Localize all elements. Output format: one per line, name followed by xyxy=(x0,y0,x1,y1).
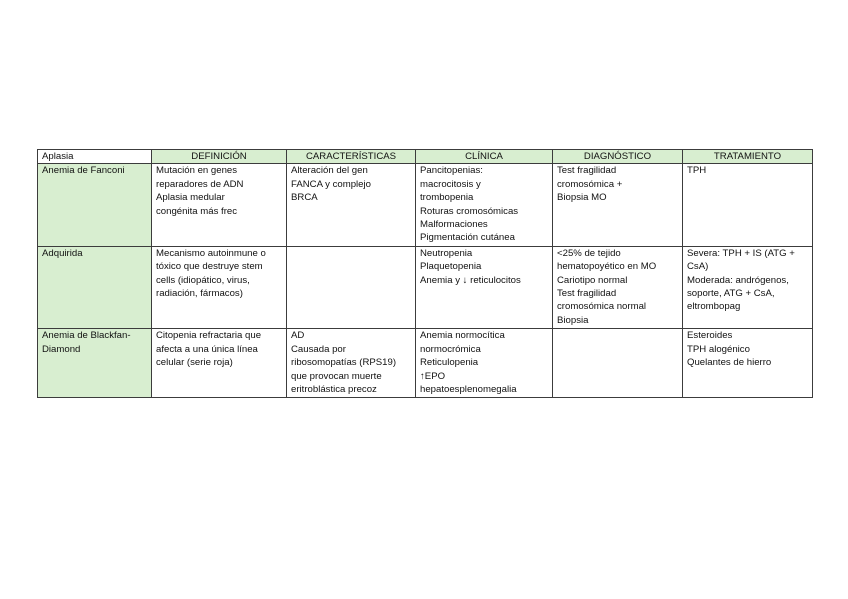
cell-text-line: FANCA y complejo xyxy=(291,178,371,190)
cell-text-line: Test fragilidad xyxy=(557,288,617,300)
row-header-cell xyxy=(38,246,152,328)
diagnostico-cell xyxy=(553,164,683,246)
diagnostico-cell xyxy=(553,246,683,328)
definicion-cell xyxy=(152,246,287,328)
table-row xyxy=(38,246,813,328)
cell-text-line: Roturas cromosómicas xyxy=(420,205,519,217)
diagnostico-cell xyxy=(553,329,683,398)
cell-text-line: Anemia y ↓ reticulocitos xyxy=(420,274,521,286)
cell-text-line: Pigmentación cutánea xyxy=(420,232,515,244)
column-header: CARACTERÍSTICAS xyxy=(287,150,416,164)
cell-text-line: Severa: TPH + IS (ATG + xyxy=(687,247,795,259)
cell-text-line: Anemia de Blackfan- xyxy=(42,330,131,342)
clinica-cell xyxy=(416,329,553,398)
cell-text-line: hematopoyético en MO xyxy=(557,261,657,273)
caracteristicas-cell xyxy=(287,246,416,328)
cell-text-line: cromosómica normal xyxy=(557,301,647,313)
clinica-cell xyxy=(416,164,553,246)
row-header-cell xyxy=(38,164,152,246)
cell-text-line: trombopenia xyxy=(420,192,474,204)
cell-text-line: radiación, fármacos) xyxy=(156,288,243,300)
table-row xyxy=(38,164,813,246)
cell-text-line: <25% de tejido xyxy=(557,247,621,259)
cell-text-line: Quelantes de hierro xyxy=(687,357,772,369)
cell-text-line: soporte, ATG + CsA, xyxy=(687,288,775,300)
cell-text-line: Reticulopenia xyxy=(420,357,479,369)
cell-text-line: congénita más frec xyxy=(156,205,238,217)
cell-text-line: ribosomopatías (RPS19) xyxy=(291,357,397,369)
cell-text-line: AD xyxy=(291,330,305,342)
cell-text-line: eltrombopag xyxy=(687,301,741,313)
cell-text-line: Mecanismo autoinmune o xyxy=(156,247,266,259)
cell-text-line: Test fragilidad xyxy=(557,165,617,177)
column-header: DIAGNÓSTICO xyxy=(553,150,683,164)
cell-text-line: BRCA xyxy=(291,192,318,204)
cell-text-line: Cariotipo normal xyxy=(557,274,628,286)
cell-text-line: Mutación en genes xyxy=(156,165,238,177)
cell-text-line: tóxico que destruye stem xyxy=(156,261,263,273)
cell-text-line: Malformaciones xyxy=(420,219,488,231)
column-header: DEFINICIÓN xyxy=(152,150,287,164)
table-header-row xyxy=(38,150,813,164)
cell-text-line: Biopsia xyxy=(557,314,589,326)
column-header: CLÍNICA xyxy=(416,150,553,164)
cell-text-line: Moderada: andrógenos, xyxy=(687,274,789,286)
cell-text-line: CsA) xyxy=(687,261,709,273)
cell-text-line: celular (serie roja) xyxy=(156,357,233,369)
cell-text-line: cromosómica + xyxy=(557,178,623,190)
cell-text-line: eritroblástica precoz xyxy=(291,383,377,395)
column-header: TRATAMIENTO xyxy=(683,150,813,164)
definicion-cell xyxy=(152,329,287,398)
table-row xyxy=(38,329,813,398)
cell-text-line: Aplasia medular xyxy=(156,192,225,204)
cell-text-line: Anemia de Fanconi xyxy=(42,165,125,177)
cell-text-line: que provocan muerte xyxy=(291,370,382,382)
aplasia-table xyxy=(37,149,813,398)
definicion-cell xyxy=(152,164,287,246)
cell-text-line: Biopsia MO xyxy=(557,192,607,204)
cell-text-line: Anemia normocítica xyxy=(420,330,505,342)
clinica-cell xyxy=(416,246,553,328)
cell-text-line: hepatoesplenomegalia xyxy=(420,383,517,395)
cell-text-line: Plaquetopenia xyxy=(420,261,482,273)
cell-text-line: TPH xyxy=(687,165,707,177)
caracteristicas-cell xyxy=(287,164,416,246)
cell-text-line: reparadores de ADN xyxy=(156,178,244,190)
cell-text-line: Citopenia refractaria que xyxy=(156,330,262,342)
row-header-cell xyxy=(38,329,152,398)
table-corner-label: Aplasia xyxy=(38,150,152,164)
cell-text-line: Neutropenia xyxy=(420,247,473,259)
cell-text-line: Pancitopenias: xyxy=(420,165,483,177)
tratamiento-cell xyxy=(683,164,813,246)
cell-text-line: afecta a una única línea xyxy=(156,343,258,355)
tratamiento-cell xyxy=(683,329,813,398)
cell-text-line: Causada por xyxy=(291,343,346,355)
cell-text-line: cells (idiopático, virus, xyxy=(156,274,250,286)
cell-text-line: Esteroides xyxy=(687,330,733,342)
tratamiento-cell xyxy=(683,246,813,328)
cell-text-line: Alteración del gen xyxy=(291,165,368,177)
cell-text-line: macrocitosis y xyxy=(420,178,481,190)
cell-text-line: Diamond xyxy=(42,343,81,355)
caracteristicas-cell xyxy=(287,329,416,398)
cell-text-line: normocrómica xyxy=(420,343,481,355)
cell-text-line: Adquirida xyxy=(42,247,83,259)
cell-text-line: TPH alogénico xyxy=(687,343,750,355)
cell-text-line: ↑EPO xyxy=(420,370,446,382)
